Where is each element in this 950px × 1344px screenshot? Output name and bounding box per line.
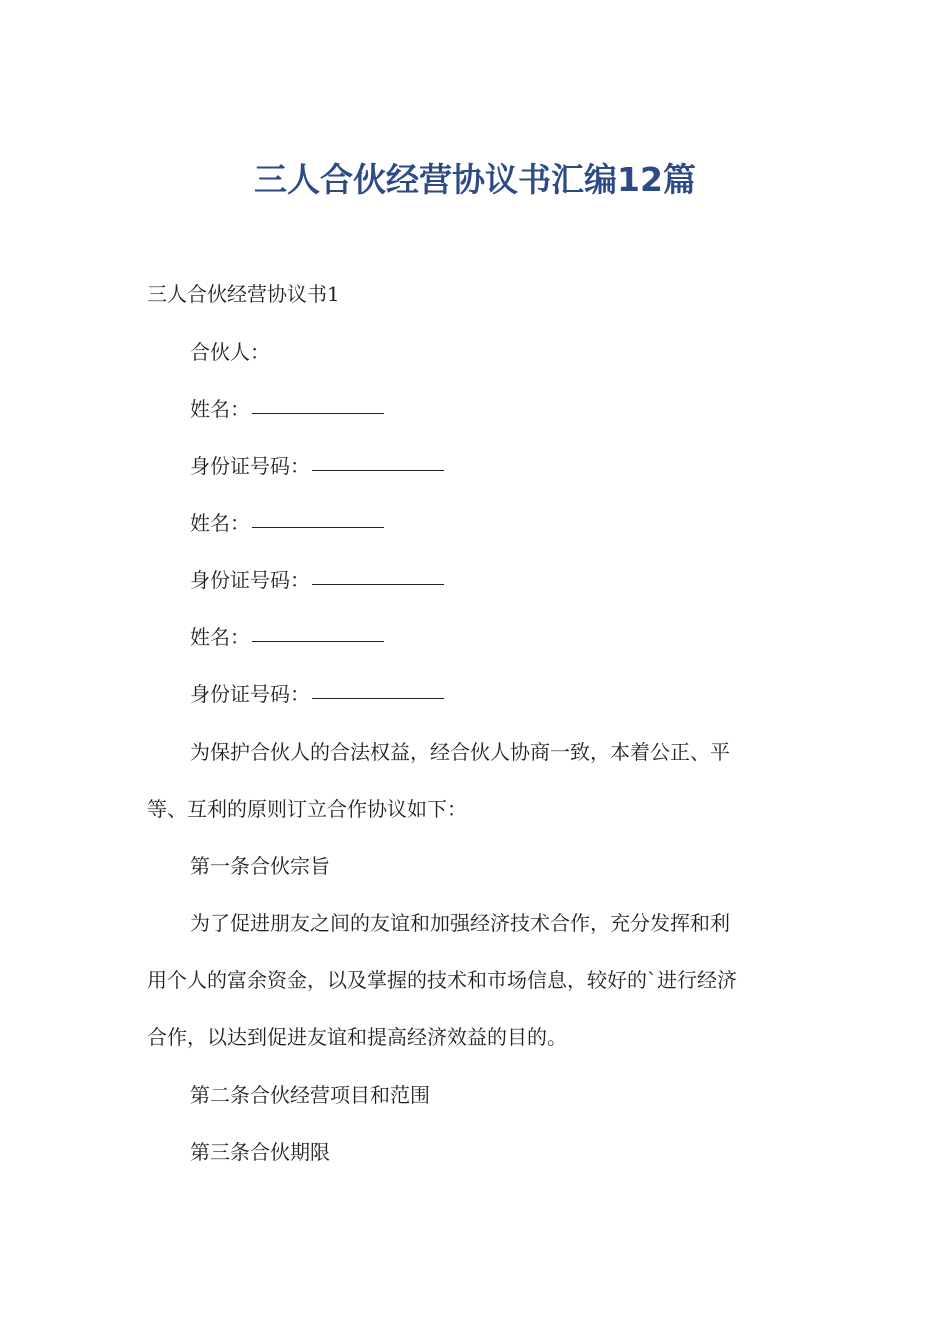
id-number-blank-field	[312, 583, 444, 585]
name-label: 姓名：	[190, 511, 250, 535]
name-blank-field	[252, 526, 384, 528]
id-number-label: 身份证号码：	[190, 682, 310, 706]
name-blank-field	[252, 412, 384, 414]
name-label: 姓名：	[190, 397, 250, 421]
partner-2-name-line	[190, 508, 384, 538]
partners-label: 合伙人：	[190, 340, 270, 364]
intro-paragraph-line-2: 等、互利的原则订立合作协议如下：	[147, 797, 467, 821]
id-number-label: 身份证号码：	[190, 568, 310, 592]
article-1-heading: 第一条合伙宗旨	[190, 854, 330, 878]
partner-1-id-line	[190, 451, 444, 481]
partner-3-id-line	[190, 679, 444, 709]
section-heading: 三人合伙经营协议书1	[147, 282, 340, 306]
document-title: 三人合伙经营协议书汇编12篇	[254, 160, 696, 199]
id-number-label: 身份证号码：	[190, 454, 310, 478]
intro-paragraph-line-1: 为保护合伙人的合法权益，经合伙人协商一致，本着公正、平	[190, 740, 730, 764]
id-number-blank-field	[312, 697, 444, 699]
id-number-blank-field	[312, 469, 444, 471]
article-3-heading: 第三条合伙期限	[190, 1140, 330, 1164]
partner-1-name-line	[190, 394, 384, 424]
partner-2-id-line	[190, 565, 444, 595]
article-1-paragraph-line-3: 合作，以达到促进友谊和提高经济效益的目的。	[147, 1025, 567, 1049]
article-1-paragraph-line-2: 用个人的富余资金，以及掌握的技术和市场信息，较好的`进行经济	[147, 968, 737, 992]
name-blank-field	[252, 640, 384, 642]
article-2-heading: 第二条合伙经营项目和范围	[190, 1083, 430, 1107]
article-1-paragraph-line-1: 为了促进朋友之间的友谊和加强经济技术合作，充分发挥和利	[190, 911, 730, 935]
name-label: 姓名：	[190, 625, 250, 649]
partner-3-name-line	[190, 622, 384, 652]
